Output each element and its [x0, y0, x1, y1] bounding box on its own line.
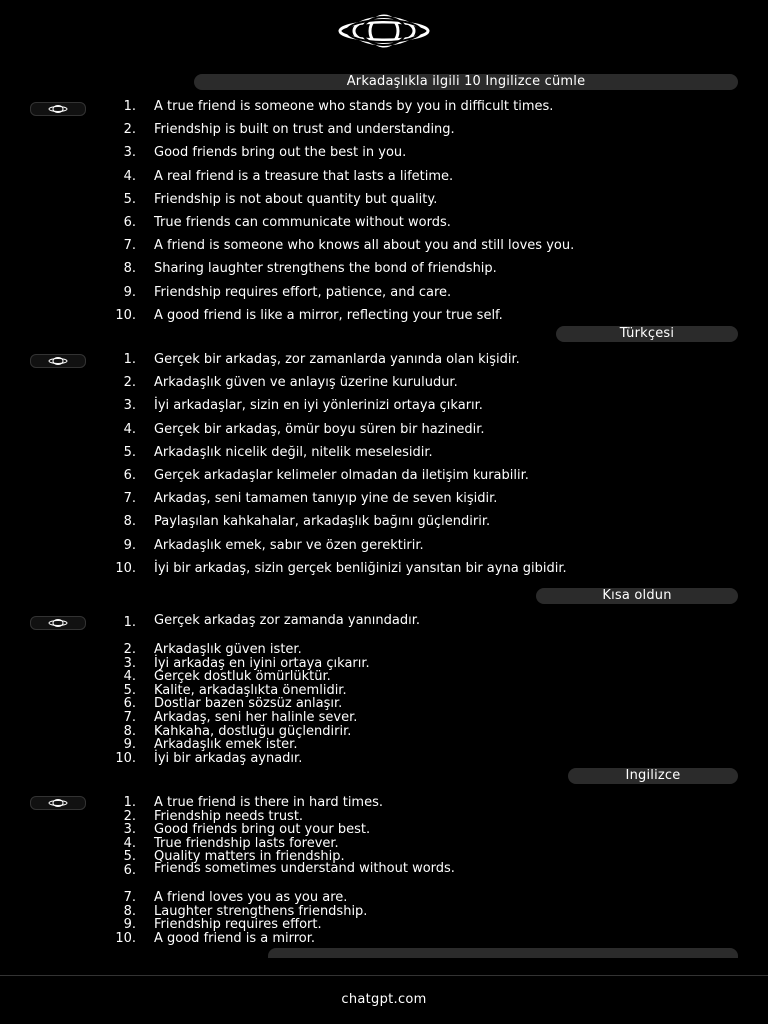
list-item: 9. Arkadaşlık emek, sabır ve özen gerektirir.: [123, 537, 424, 553]
list-item: 4. True friendship lasts forever.: [123, 835, 339, 851]
list-item: 5. Arkadaşlık nicelik değil, nitelik meselesidir.: [123, 444, 433, 460]
list-item: 8. Sharing laughter strengthens the bond of friendship.: [123, 261, 497, 277]
list-item: 4. Gerçek dostluk ömürlüktür.: [123, 669, 331, 685]
assistant-response-list: [0, 99, 740, 334]
assistant-response-list: [0, 796, 740, 945]
list-item: 2. Friendship is built on trust and understanding.: [123, 122, 455, 138]
list-item: 4. Gerçek bir arkadaş, ömür boyu süren bir hazinedir.: [123, 421, 485, 437]
user-message-text: İngilizce: [625, 768, 681, 783]
user-message-bubble: [568, 768, 738, 784]
assistant-response-list: [0, 352, 740, 587]
list-item: 5. Quality matters in friendship.: [123, 849, 345, 865]
user-message-text: Arkadaşlıkla ilgili 10 İngilizce cümle: [346, 74, 586, 89]
user-message-text: Kısa oldun: [602, 588, 672, 603]
user-message-bubble: [556, 326, 738, 342]
list-item: 7. A friend is someone who knows all about you and still loves you.: [123, 238, 575, 254]
footer-divider: [0, 975, 768, 976]
list-item: 5. Friendship is not about quantity but quality.: [123, 191, 438, 207]
list-item: 1. A true friend is someone who stands by you in difficult times.: [123, 99, 554, 114]
list-item: 1. A true friend is there in hard times.: [123, 795, 383, 810]
list-item: 3. İyi arkadaş en iyini ortaya çıkarır.: [123, 655, 370, 671]
assistant-response-list: [0, 613, 740, 766]
list-item: 4. A real friend is a treasure that lasts a lifetime.: [123, 168, 454, 184]
list-item: 10. İyi bir arkadaş aynadır.: [115, 750, 303, 766]
list-item: 10. İyi bir arkadaş, sizin gerçek benliğinizi yansıtan bir ayna gibidir.: [115, 560, 567, 576]
user-message-bubble: [194, 74, 738, 90]
list-item: 5. Kalite, arkadaşlıkta önemlidir.: [123, 682, 347, 698]
list-item: 3. İyi arkadaşlar, sizin en iyi yönlerinizi ortaya çıkarır.: [123, 398, 483, 414]
list-item: 9. Friendship requires effort.: [123, 917, 322, 933]
list-item: 9. Friendship requires effort, patience, and care.: [123, 284, 452, 300]
list-item: 3. Good friends bring out your best.: [123, 822, 371, 838]
list-item: 7. A friend loves you as you are.: [123, 889, 348, 905]
list-item: 9. Arkadaşlık emek ister.: [123, 737, 298, 753]
list-item: 7. Arkadaş, seni tamamen tanıyıp yine de seven kişidir.: [123, 491, 498, 507]
list-item: 6. Dostlar bazen sözsüz anlaşır.: [123, 696, 343, 712]
list-item: 1. Gerçek arkadaş zor zamanda yanındadır.: [123, 613, 421, 630]
list-item: 10. A good friend is a mirror.: [115, 930, 316, 946]
list-item: 7. Arkadaş, seni her halinle sever.: [123, 709, 358, 725]
list-item: 2. Friendship needs trust.: [123, 808, 304, 824]
list-item: 10. A good friend is like a mirror, reflecting your true self.: [115, 307, 503, 323]
openai-logo-icon: [332, 14, 436, 48]
list-item: 6. Gerçek arkadaşlar kelimeler olmadan da iletişim kurabilir.: [123, 467, 529, 483]
list-item: 1. Gerçek bir arkadaş, zor zamanlarda yanında olan kişidir.: [123, 352, 520, 367]
user-message-text: Türkçesi: [619, 326, 675, 341]
truncated-message-bubble: [268, 948, 738, 958]
list-item: 8. Laughter strengthens friendship.: [123, 903, 368, 919]
list-item: 2. Arkadaşlık güven ve anlayış üzerine kuruludur.: [123, 375, 458, 391]
list-item: 8. Paylaşılan kahkahalar, arkadaşlık bağını güçlendirir.: [123, 514, 491, 530]
list-item: 8. Kahkaha, dostluğu güçlendirir.: [123, 723, 352, 739]
list-item: 2. Arkadaşlık güven ister.: [123, 642, 302, 657]
list-item: 6. Friends sometimes understand without words.: [123, 860, 455, 878]
user-message-bubble: [536, 588, 738, 604]
list-item: 3. Good friends bring out the best in you.: [123, 145, 407, 161]
footer-domain: chatgpt.com: [341, 992, 427, 1007]
list-item: 6. True friends can communicate without words.: [123, 214, 451, 230]
